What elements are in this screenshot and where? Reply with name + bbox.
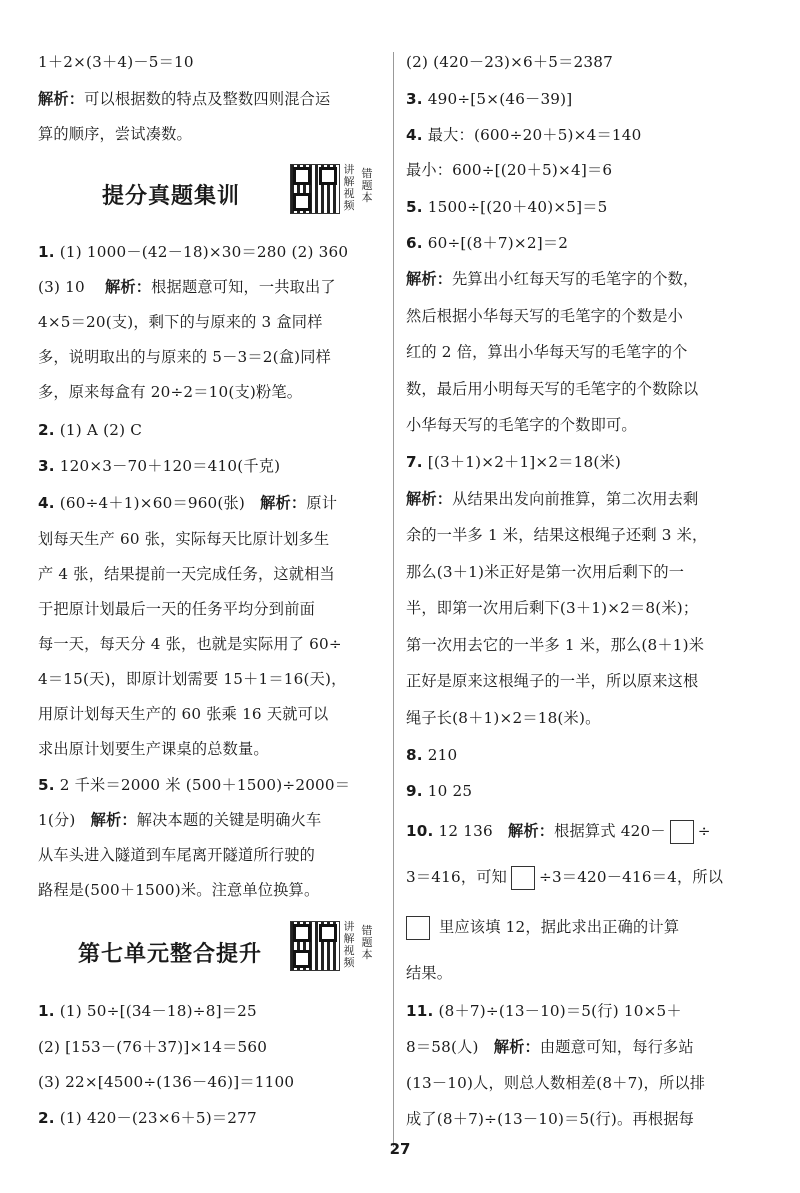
answer-line: 多，原来每盒有 20÷2＝10(支)粉笔。 bbox=[38, 383, 303, 401]
answer-line: 4×5＝20(支)，剩下的与原来的 3 盒同样 bbox=[38, 313, 323, 331]
answer-line: 4＝15(天)，即原计划需要 15＋1＝16(天)， bbox=[38, 670, 347, 688]
answer-line: 8. 210 bbox=[406, 746, 458, 764]
answer-line: 半，即第一次用后剩下(3＋1)×2＝8(米)； bbox=[406, 599, 699, 617]
answer-line: 里应该填 12，据此求出正确的计算 bbox=[406, 916, 679, 940]
answer-line: (3) 10 解析：根据题意可知，一共取出了 bbox=[38, 278, 336, 296]
intro-line: 算的顺序，尝试凑数。 bbox=[38, 125, 192, 143]
answer-line: 从车头进入隧道到车尾离开隧道所行驶的 bbox=[38, 846, 315, 864]
answer-line: 6. 60÷[(8＋7)×2]＝2 bbox=[406, 234, 569, 252]
answer-line: 第一次用去它的一半多 1 米，那么(8＋1)米 bbox=[406, 636, 705, 654]
answer-line: 9. 10 25 bbox=[406, 782, 473, 800]
answer-line: 于把原计划最后一天的任务平均分到前面 bbox=[38, 600, 315, 618]
answer-line: 绳子长(8＋1)×2＝18(米)。 bbox=[406, 709, 601, 727]
answer-line: 余的一半多 1 米，结果这根绳子还剩 3 米， bbox=[406, 526, 708, 544]
answer-line: 用原计划每天生产的 60 张乘 16 天就可以 bbox=[38, 705, 329, 723]
answer-line: 小华每天写的毛笔字的个数即可。 bbox=[406, 416, 637, 434]
answer-line: 8＝58(人) 解析：由题意可知，每行多站 bbox=[406, 1038, 694, 1056]
answer-line: 11. (8＋7)÷(13－10)＝5(行) 10×5＋ bbox=[406, 1002, 682, 1020]
qr-code-icon[interactable] bbox=[290, 164, 340, 214]
answer-line: 10. 12 136 解析：根据算式 420－ ÷ bbox=[406, 820, 711, 844]
blank-box bbox=[511, 866, 535, 890]
qr-label-wrongbook: 错题本 bbox=[361, 167, 373, 204]
answer-line: 3. 120×3－70＋120＝410(千克) bbox=[38, 457, 281, 475]
answer-line: 求出原计划要生产课桌的总数量。 bbox=[38, 740, 269, 758]
answer-line: 结果。 bbox=[406, 964, 453, 982]
section-title-unit7: 第七单元整合提升 bbox=[78, 942, 263, 967]
answer-line: (2) [153－(76＋37)]×14＝560 bbox=[38, 1038, 268, 1056]
answer-line: 1. (1) 50÷[(34－18)÷8]＝25 bbox=[38, 1002, 257, 1020]
column-divider bbox=[393, 52, 394, 1147]
answer-line: 多，说明取出的与原来的 5－3＝2(盒)同样 bbox=[38, 348, 332, 366]
answer-line: 3＝416，可知 ÷3＝420－416＝4，所以 bbox=[406, 866, 723, 890]
answer-line: (2) (420－23)×6＋5＝2387 bbox=[406, 53, 613, 71]
answer-line: 红的 2 倍，算出小华每天写的毛笔字的个 bbox=[406, 343, 688, 361]
answer-line: 那么(3＋1)米正好是第一次用后剩下的一 bbox=[406, 563, 685, 581]
answer-line: 2. (1) A (2) C bbox=[38, 421, 143, 439]
answer-line: 5. 2 千米＝2000 米 (500＋1500)÷2000＝ bbox=[38, 776, 351, 794]
blank-box bbox=[406, 916, 430, 940]
answer-line: 解析：先算出小红每天写的毛笔字的个数， bbox=[406, 270, 699, 288]
page-number: 27 bbox=[389, 1140, 411, 1158]
answer-line: 4. 最大：(600÷20＋5)×4＝140 bbox=[406, 126, 642, 144]
qr-label-video: 讲解视频 bbox=[343, 920, 355, 969]
blank-box bbox=[670, 820, 694, 844]
answer-line: 5. 1500÷[(20＋40)×5]＝5 bbox=[406, 198, 608, 216]
answer-line: 4. (60÷4＋1)×60＝960(张) 解析：原计 bbox=[38, 494, 338, 512]
answer-line: 最小：600÷[(20＋5)×4]＝6 bbox=[406, 161, 613, 179]
answer-line: 3. 490÷[5×(46－39)] bbox=[406, 90, 573, 108]
qr-code-icon[interactable] bbox=[290, 921, 340, 971]
answer-line: 路程是(500＋1500)米。注意单位换算。 bbox=[38, 881, 320, 899]
qr-label-video: 讲解视频 bbox=[343, 163, 355, 212]
answer-line: 划每天生产 60 张，实际每天比原计划多生 bbox=[38, 530, 330, 548]
answer-line: 成了(8＋7)÷(13－10)＝5(行)。再根据每 bbox=[406, 1110, 694, 1128]
answer-line: 1(分) 解析：解决本题的关键是明确火车 bbox=[38, 811, 322, 829]
section-title-training: 提分真题集训 bbox=[102, 184, 241, 209]
answer-line: 数，最后用小明每天写的毛笔字的个数除以 bbox=[406, 380, 699, 398]
answer-line: (13－10)人，则总人数相差(8＋7)，所以排 bbox=[406, 1074, 706, 1092]
answer-line: 每一天，每天分 4 张，也就是实际用了 60÷ bbox=[38, 635, 342, 653]
answer-line: 7. [(3＋1)×2＋1]×2＝18(米) bbox=[406, 453, 621, 471]
answer-line: (3) 22×[4500÷(136－46)]＝1100 bbox=[38, 1073, 295, 1091]
answer-line: 产 4 张，结果提前一天完成任务，这就相当 bbox=[38, 565, 335, 583]
answer-line: 1. (1) 1000－(42－18)×30＝280 (2) 360 bbox=[38, 243, 349, 261]
intro-line: 解析：可以根据数的特点及整数四则混合运 bbox=[38, 90, 331, 108]
intro-line: 1＋2×(3＋4)－5＝10 bbox=[38, 53, 194, 71]
qr-label-wrongbook: 错题本 bbox=[361, 924, 373, 961]
answer-line: 正好是原来这根绳子的一半，所以原来这根 bbox=[406, 672, 699, 690]
answer-line: 解析：从结果出发向前推算，第二次用去剩 bbox=[406, 490, 699, 508]
answer-line: 然后根据小华每天写的毛笔字的个数是小 bbox=[406, 307, 683, 325]
answer-line: 2. (1) 420－(23×6＋5)＝277 bbox=[38, 1109, 257, 1127]
analysis-label: 解析： bbox=[38, 90, 85, 108]
